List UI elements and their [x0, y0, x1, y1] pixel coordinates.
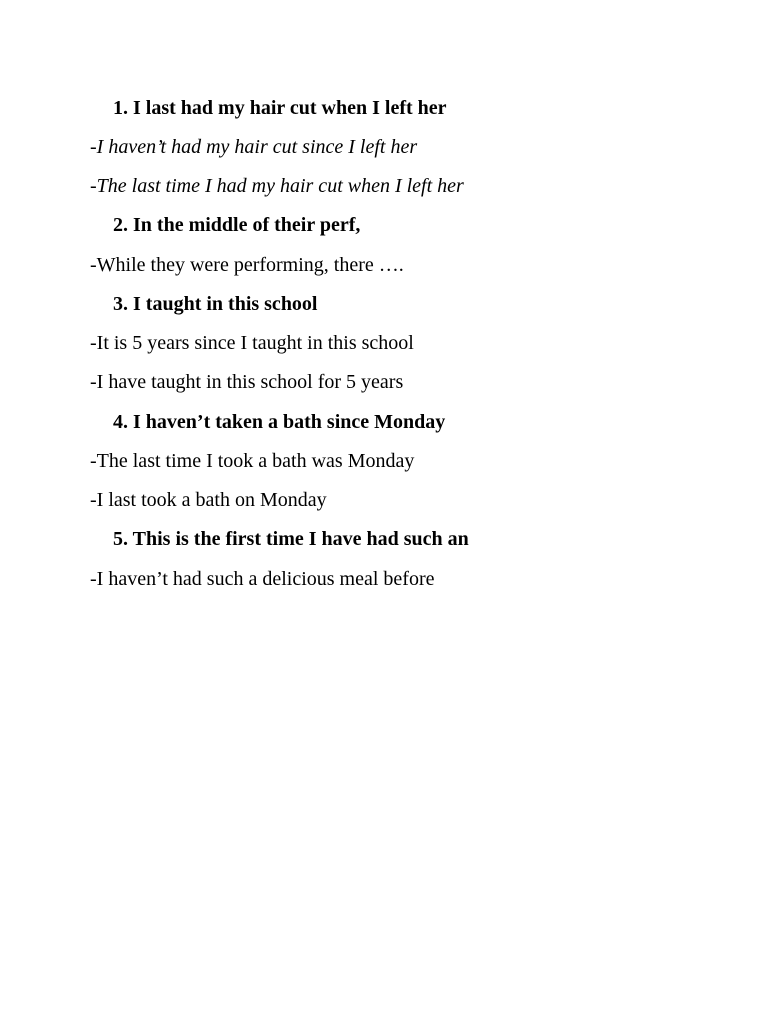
section-heading — [113, 410, 445, 434]
section-heading-text: I haven’t taken a bath since Monday — [133, 411, 446, 433]
section-heading-text: I taught in this school — [133, 293, 318, 315]
section-number: 1 . — [113, 97, 133, 119]
answer-line: -The last time I took a bath was Monday — [90, 450, 415, 472]
section-heading — [113, 292, 318, 316]
section-heading — [113, 96, 447, 120]
section-heading — [113, 213, 360, 237]
answer-line: -I have taught in this school for 5 years — [90, 371, 404, 393]
answer-line: -The last time I had my hair cut when I left her — [90, 175, 464, 197]
section-number: 4 . — [113, 411, 133, 433]
answer-line: -It is 5 years since I taught in this school — [90, 332, 414, 354]
answer-line: -I haven’t had such a delicious meal before — [90, 568, 435, 590]
answer-line: -While they were performing, there …. — [90, 254, 404, 276]
section-number: 5 . — [113, 528, 133, 550]
section-number: 3 . — [113, 293, 133, 315]
answer-line: -I last took a bath on Monday — [90, 489, 327, 511]
section-number: 2 . — [113, 214, 133, 236]
section-heading-text: This is the first time I have had such an — [132, 528, 469, 550]
section-heading-text: I last had my hair cut when I left her — [133, 97, 447, 119]
answer-line: -I haven’t had my hair cut since I left her — [90, 136, 418, 158]
section-heading-text: In the middle of their perf, — [133, 214, 361, 236]
section-heading — [113, 527, 469, 551]
